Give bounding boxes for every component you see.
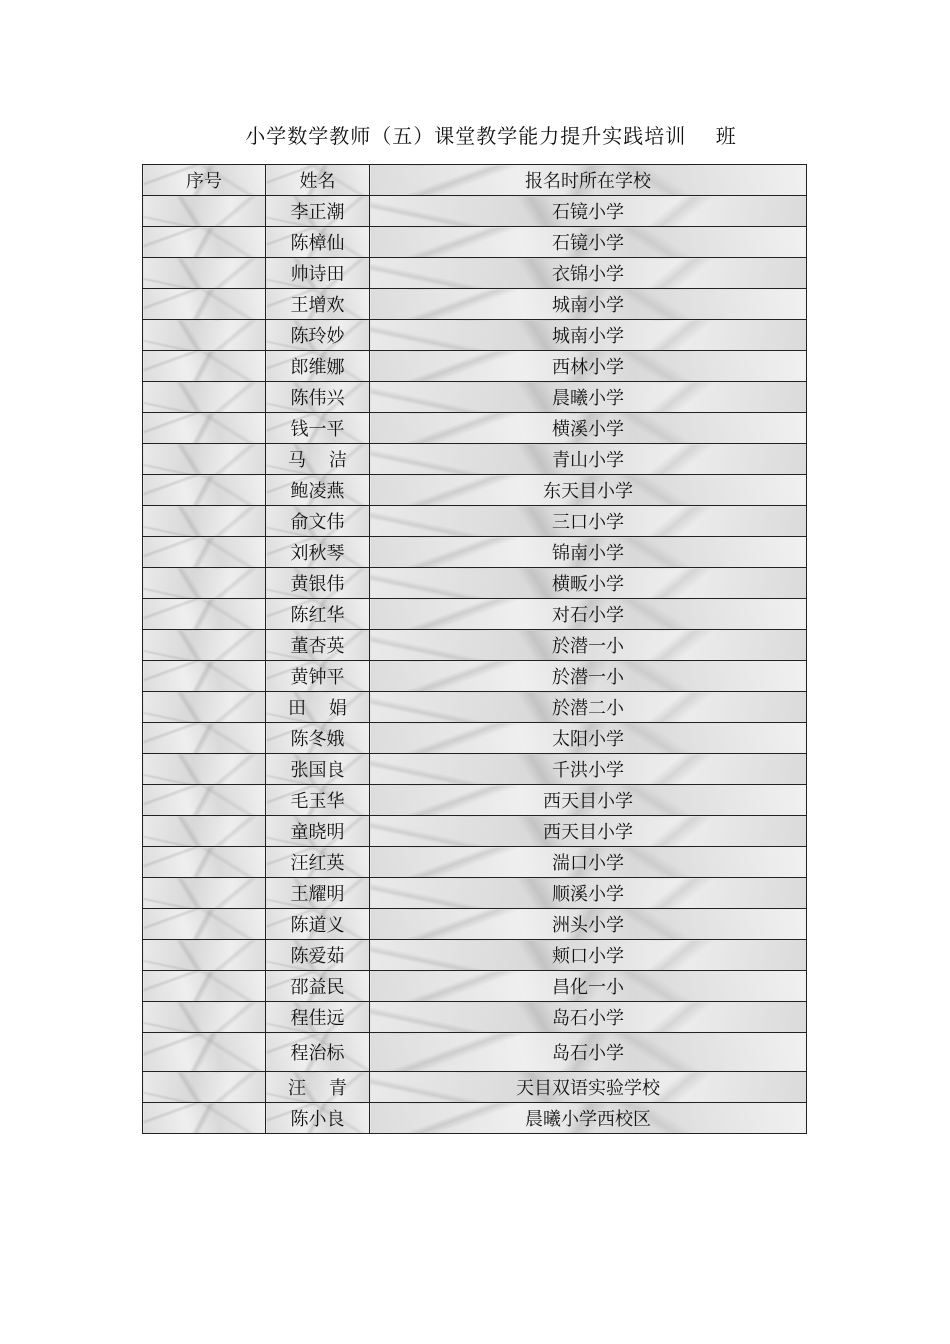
table-row [143, 568, 807, 599]
cell-serial-number [143, 537, 266, 568]
table-row [143, 1072, 807, 1103]
cell-school: 衣锦小学 [370, 258, 807, 289]
cell-school: 石镜小学 [370, 196, 807, 227]
cell-school: 锦南小学 [370, 537, 807, 568]
cell-serial-number [143, 413, 266, 444]
cell-school: 三口小学 [370, 506, 807, 537]
header-serial-number: 序号 [143, 165, 266, 196]
cell-name: 邵益民 [266, 971, 370, 1002]
table-row [143, 1103, 807, 1134]
cell-serial-number [143, 227, 266, 258]
cell-serial-number [143, 1072, 266, 1103]
cell-name: 汪红英 [266, 847, 370, 878]
table-row [143, 971, 807, 1002]
header-school: 报名时所在学校 [370, 165, 807, 196]
cell-name: 张国良 [266, 754, 370, 785]
cell-school: 岛石小学 [370, 1002, 807, 1033]
cell-school: 天目双语实验学校 [370, 1072, 807, 1103]
roster-table [142, 164, 807, 1134]
table-row [143, 382, 807, 413]
cell-name: 陈小良 [266, 1103, 370, 1134]
cell-serial-number [143, 754, 266, 785]
cell-serial-number [143, 971, 266, 1002]
cell-serial-number [143, 351, 266, 382]
cell-school: 西天目小学 [370, 785, 807, 816]
table-row [143, 909, 807, 940]
cell-name: 陈玲妙 [266, 320, 370, 351]
cell-name: 程治标 [266, 1033, 370, 1072]
cell-school: 城南小学 [370, 320, 807, 351]
cell-name: 董杏英 [266, 630, 370, 661]
table-row [143, 599, 807, 630]
cell-school: 於潜二小 [370, 692, 807, 723]
table-body [143, 196, 807, 1134]
cell-name: 陈樟仙 [266, 227, 370, 258]
cell-serial-number [143, 878, 266, 909]
cell-serial-number [143, 723, 266, 754]
cell-school: 东天目小学 [370, 475, 807, 506]
cell-school: 晨曦小学西校区 [370, 1103, 807, 1134]
cell-name: 刘秋琴 [266, 537, 370, 568]
table-row [143, 723, 807, 754]
cell-serial-number [143, 568, 266, 599]
table-row [143, 816, 807, 847]
cell-serial-number [143, 661, 266, 692]
cell-name: 鲍凌燕 [266, 475, 370, 506]
cell-school: 於潜一小 [370, 661, 807, 692]
table-row [143, 506, 807, 537]
cell-name: 帅诗田 [266, 258, 370, 289]
cell-serial-number [143, 785, 266, 816]
table-row [143, 940, 807, 971]
cell-school: 湍口小学 [370, 847, 807, 878]
cell-name: 黄银伟 [266, 568, 370, 599]
table-row [143, 320, 807, 351]
cell-serial-number [143, 692, 266, 723]
cell-serial-number [143, 506, 266, 537]
cell-school: 晨曦小学 [370, 382, 807, 413]
cell-name: 陈道义 [266, 909, 370, 940]
cell-school: 顺溪小学 [370, 878, 807, 909]
cell-name: 陈红华 [266, 599, 370, 630]
cell-name: 李正潮 [266, 196, 370, 227]
table-row [143, 444, 807, 475]
cell-name: 田 娟 [266, 692, 370, 723]
table-row [143, 692, 807, 723]
cell-serial-number [143, 382, 266, 413]
cell-name: 汪 青 [266, 1072, 370, 1103]
cell-name: 钱一平 [266, 413, 370, 444]
cell-serial-number [143, 289, 266, 320]
cell-serial-number [143, 258, 266, 289]
cell-serial-number [143, 940, 266, 971]
cell-name: 王耀明 [266, 878, 370, 909]
cell-school: 於潜一小 [370, 630, 807, 661]
cell-serial-number [143, 909, 266, 940]
cell-name: 俞文伟 [266, 506, 370, 537]
cell-name: 陈伟兴 [266, 382, 370, 413]
cell-school: 西林小学 [370, 351, 807, 382]
cell-name: 陈爱茹 [266, 940, 370, 971]
cell-school: 城南小学 [370, 289, 807, 320]
cell-serial-number [143, 1002, 266, 1033]
cell-school: 对石小学 [370, 599, 807, 630]
cell-serial-number [143, 320, 266, 351]
table-row [143, 1033, 807, 1072]
table-row [143, 196, 807, 227]
table-row [143, 289, 807, 320]
cell-school: 横畈小学 [370, 568, 807, 599]
cell-serial-number [143, 475, 266, 506]
cell-school: 岛石小学 [370, 1033, 807, 1072]
cell-serial-number [143, 847, 266, 878]
cell-name: 郎维娜 [266, 351, 370, 382]
cell-name: 陈冬娥 [266, 723, 370, 754]
cell-serial-number [143, 630, 266, 661]
cell-name: 毛玉华 [266, 785, 370, 816]
cell-name: 程佳远 [266, 1002, 370, 1033]
cell-school: 青山小学 [370, 444, 807, 475]
table-row [143, 537, 807, 568]
cell-name: 马 洁 [266, 444, 370, 475]
cell-name: 童晓明 [266, 816, 370, 847]
table-row [143, 258, 807, 289]
cell-serial-number [143, 1103, 266, 1134]
table-row [143, 878, 807, 909]
header-name: 姓名 [266, 165, 370, 196]
cell-school: 横溪小学 [370, 413, 807, 444]
cell-serial-number [143, 444, 266, 475]
cell-serial-number [143, 599, 266, 630]
table-header-row [143, 165, 807, 196]
table-row [143, 227, 807, 258]
cell-school: 太阳小学 [370, 723, 807, 754]
cell-name: 黄钟平 [266, 661, 370, 692]
table-row [143, 475, 807, 506]
roster-table-container [142, 164, 806, 1134]
cell-serial-number [143, 1033, 266, 1072]
table-row [143, 1002, 807, 1033]
cell-name: 王增欢 [266, 289, 370, 320]
table-row [143, 661, 807, 692]
cell-school: 昌化一小 [370, 971, 807, 1002]
table-row [143, 847, 807, 878]
table-row [143, 785, 807, 816]
cell-school: 千洪小学 [370, 754, 807, 785]
table-row [143, 754, 807, 785]
cell-serial-number [143, 196, 266, 227]
table-row [143, 351, 807, 382]
cell-serial-number [143, 816, 266, 847]
cell-school: 洲头小学 [370, 909, 807, 940]
table-row [143, 413, 807, 444]
table-row [143, 630, 807, 661]
cell-school: 石镜小学 [370, 227, 807, 258]
page-title: 小学数学教师（五）课堂教学能力提升实践培训 班 [245, 124, 737, 148]
cell-school: 西天目小学 [370, 816, 807, 847]
cell-school: 颊口小学 [370, 940, 807, 971]
